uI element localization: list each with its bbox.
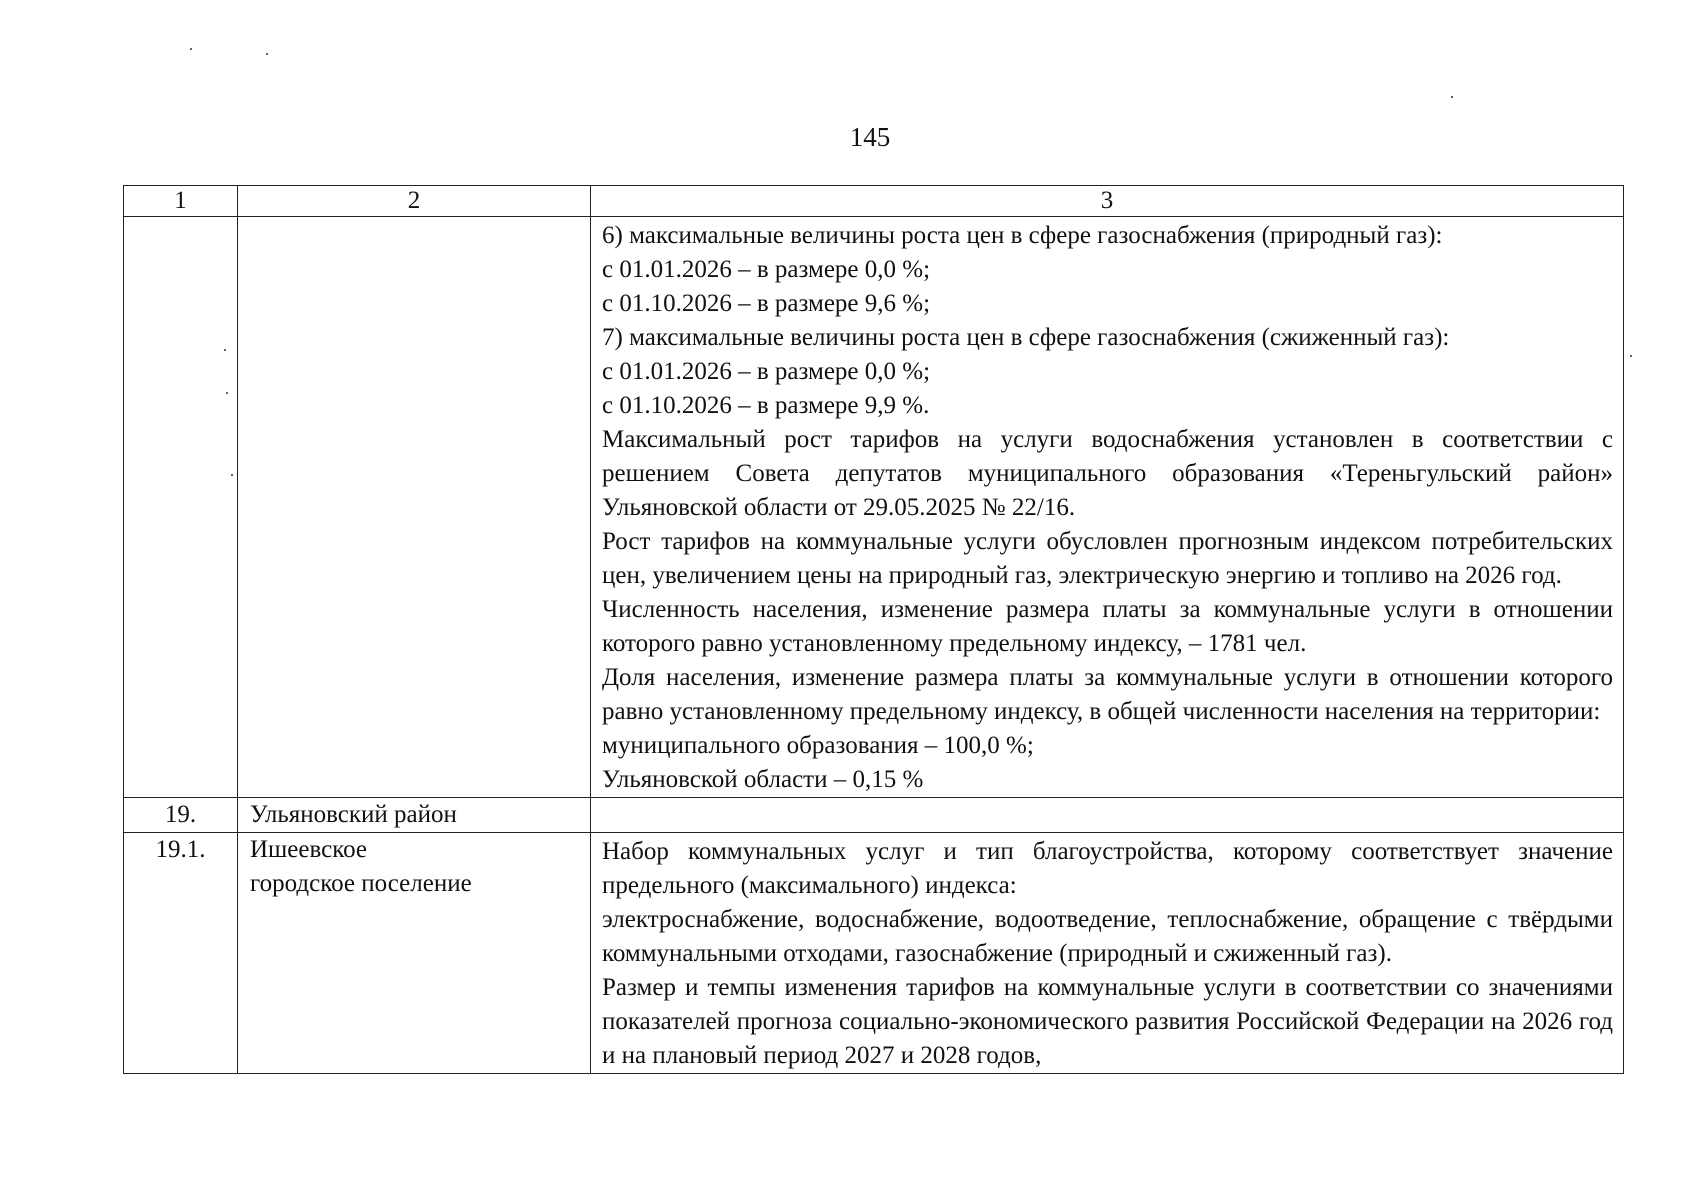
text-line: 6) максимальные величины роста цен в сфере газоснабжения (природный газ): [602,222,1443,249]
paragraph-population: Численность населения, изменение размера платы за коммунальные услуги в отношении которого равно установленному предельному индексу, – 1781 чел. [602,596,1613,657]
cell-empty-content [591,798,1624,833]
row-number: 19.1. [124,833,238,1074]
text-line: с 01.01.2026 – в размере 0,0 %; [602,256,931,283]
text-line: муниципального образования – 100,0 %; [602,732,1034,759]
paragraph-share: Доля населения, изменение размера платы за коммунальные услуги в отношении которого равно установленному предельному индексу, в общей численности населения на территории: [602,664,1613,725]
row-number: 19. [124,798,238,833]
district-name: Ульяновский район [238,798,591,833]
paragraph-set: Набор коммунальных услуг и тип благоустройства, которому соответствует значение предельного (максимального) индекса: [602,838,1613,899]
cell-content [591,833,1624,1074]
table-row-19 [124,798,1624,833]
settlement-name-line: Ишеевское [250,836,368,863]
header-col-2: 2 [238,186,591,217]
table-row-19-1 [124,833,1624,1074]
cell-empty-name [238,217,591,798]
table-row-continuation [124,217,1624,798]
header-col-1: 1 [124,186,238,217]
text-line: Ульяновской области – 0,15 % [602,766,924,793]
data-table [123,185,1624,1074]
text-line: с 01.01.2026 – в размере 0,0 %; [602,358,931,385]
scan-speck [1451,96,1453,98]
text-line: с 01.10.2026 – в размере 9,6 %; [602,290,931,317]
paragraph-max-rise: Максимальный рост тарифов на услуги водоснабжения установлен в соответствии с решением Совета депутатов муниципального образования «Тереньгульский район» Ульяновской области от 29.05.2025 № 22/16. [602,426,1613,521]
header-col-3: 3 [591,186,1624,217]
settlement-name-line: городское поселение [250,870,472,897]
cell-content [591,217,1624,798]
scan-speck [190,48,192,50]
page-number: 145 [849,122,891,152]
settlement-name [238,833,591,1074]
paragraph-size: Размер и темпы изменения тарифов на коммунальные услуги в соответствии со значениями показателей прогноза социально-экономического развития Российской Федерации на 2026 год и на плановый период 2027 и 2028 годов, [602,974,1613,1069]
paragraph-services: электроснабжение, водоснабжение, водоотведение, теплоснабжение, обращение с твёрдыми коммунальными отходами, газоснабжение (природный и сжиженный газ). [602,906,1613,967]
text-line: с 01.10.2026 – в размере 9,9 %. [602,392,930,419]
paragraph-growth: Рост тарифов на коммунальные услуги обусловлен прогнозным индексом потребительских цен, увеличением цены на природный газ, электрическую энергию и топливо на 2026 год. [602,528,1613,589]
scan-speck [266,53,268,55]
scan-speck [1630,355,1632,357]
text-line: 7) максимальные величины роста цен в сфере газоснабжения (сжиженный газ): [602,324,1450,351]
cell-empty-num [124,217,238,798]
table-header-row [124,186,1624,217]
